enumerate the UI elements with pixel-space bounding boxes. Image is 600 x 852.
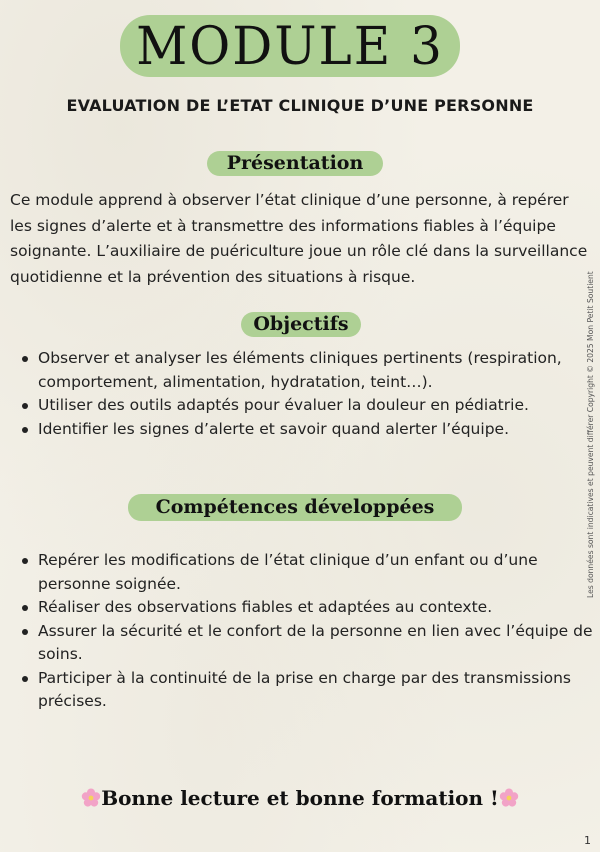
list-item: Assurer la sécurité et le confort de la personne en lien avec l’équipe de soins. xyxy=(38,620,593,667)
objectifs-heading: Objectifs xyxy=(253,313,349,335)
cherry-blossom-icon xyxy=(499,788,519,808)
copyright-sidenote: Les données sont indicatives et peuvent différer Copyright © 2025 Mon Petit Soutient xyxy=(586,271,595,598)
cherry-blossom-icon xyxy=(81,788,101,808)
list-item: Réaliser des observations fiables et adaptées au contexte. xyxy=(38,596,593,620)
objectifs-heading-badge xyxy=(241,312,361,337)
list-item: Repérer les modifications de l’état clinique d’un enfant ou d’une personne soignée. xyxy=(38,549,593,596)
list-item: Identifier les signes d’alerte et savoir quand alerter l’équipe. xyxy=(38,418,593,442)
module-title-badge xyxy=(120,15,460,77)
closing-message xyxy=(0,786,600,810)
list-item: Observer et analyser les éléments cliniques pertinents (respiration, comportement, alimentation, hydratation, teint…). xyxy=(38,347,593,394)
list-item: Utiliser des outils adaptés pour évaluer la douleur en pédiatrie. xyxy=(38,394,593,418)
competences-heading: Compétences développées xyxy=(155,496,435,518)
list-item: Participer à la continuité de la prise en charge par des transmissions précises. xyxy=(38,667,593,714)
competences-heading-badge xyxy=(128,494,462,521)
presentation-text: Ce module apprend à observer l’état clinique d’une personne, à repérer les signes d’alerte et à transmettre des informations fiables à l’équipe soignante. L’auxiliaire de puériculture joue un rôle clé dans la surveillance quotidienne et la prévention des situations à risque. xyxy=(10,191,588,286)
presentation-heading: Présentation xyxy=(226,152,364,174)
presentation-heading-badge xyxy=(207,151,383,176)
module-title: MODULE 3 xyxy=(136,15,444,77)
competences-list xyxy=(0,549,593,714)
module-subtitle: EVALUATION DE L’ETAT CLINIQUE D’UNE PERSONNE xyxy=(66,96,534,115)
page-number: 1 xyxy=(584,834,591,847)
objectifs-list xyxy=(0,347,593,441)
closing-text: Bonne lecture et bonne formation ! xyxy=(101,786,499,810)
